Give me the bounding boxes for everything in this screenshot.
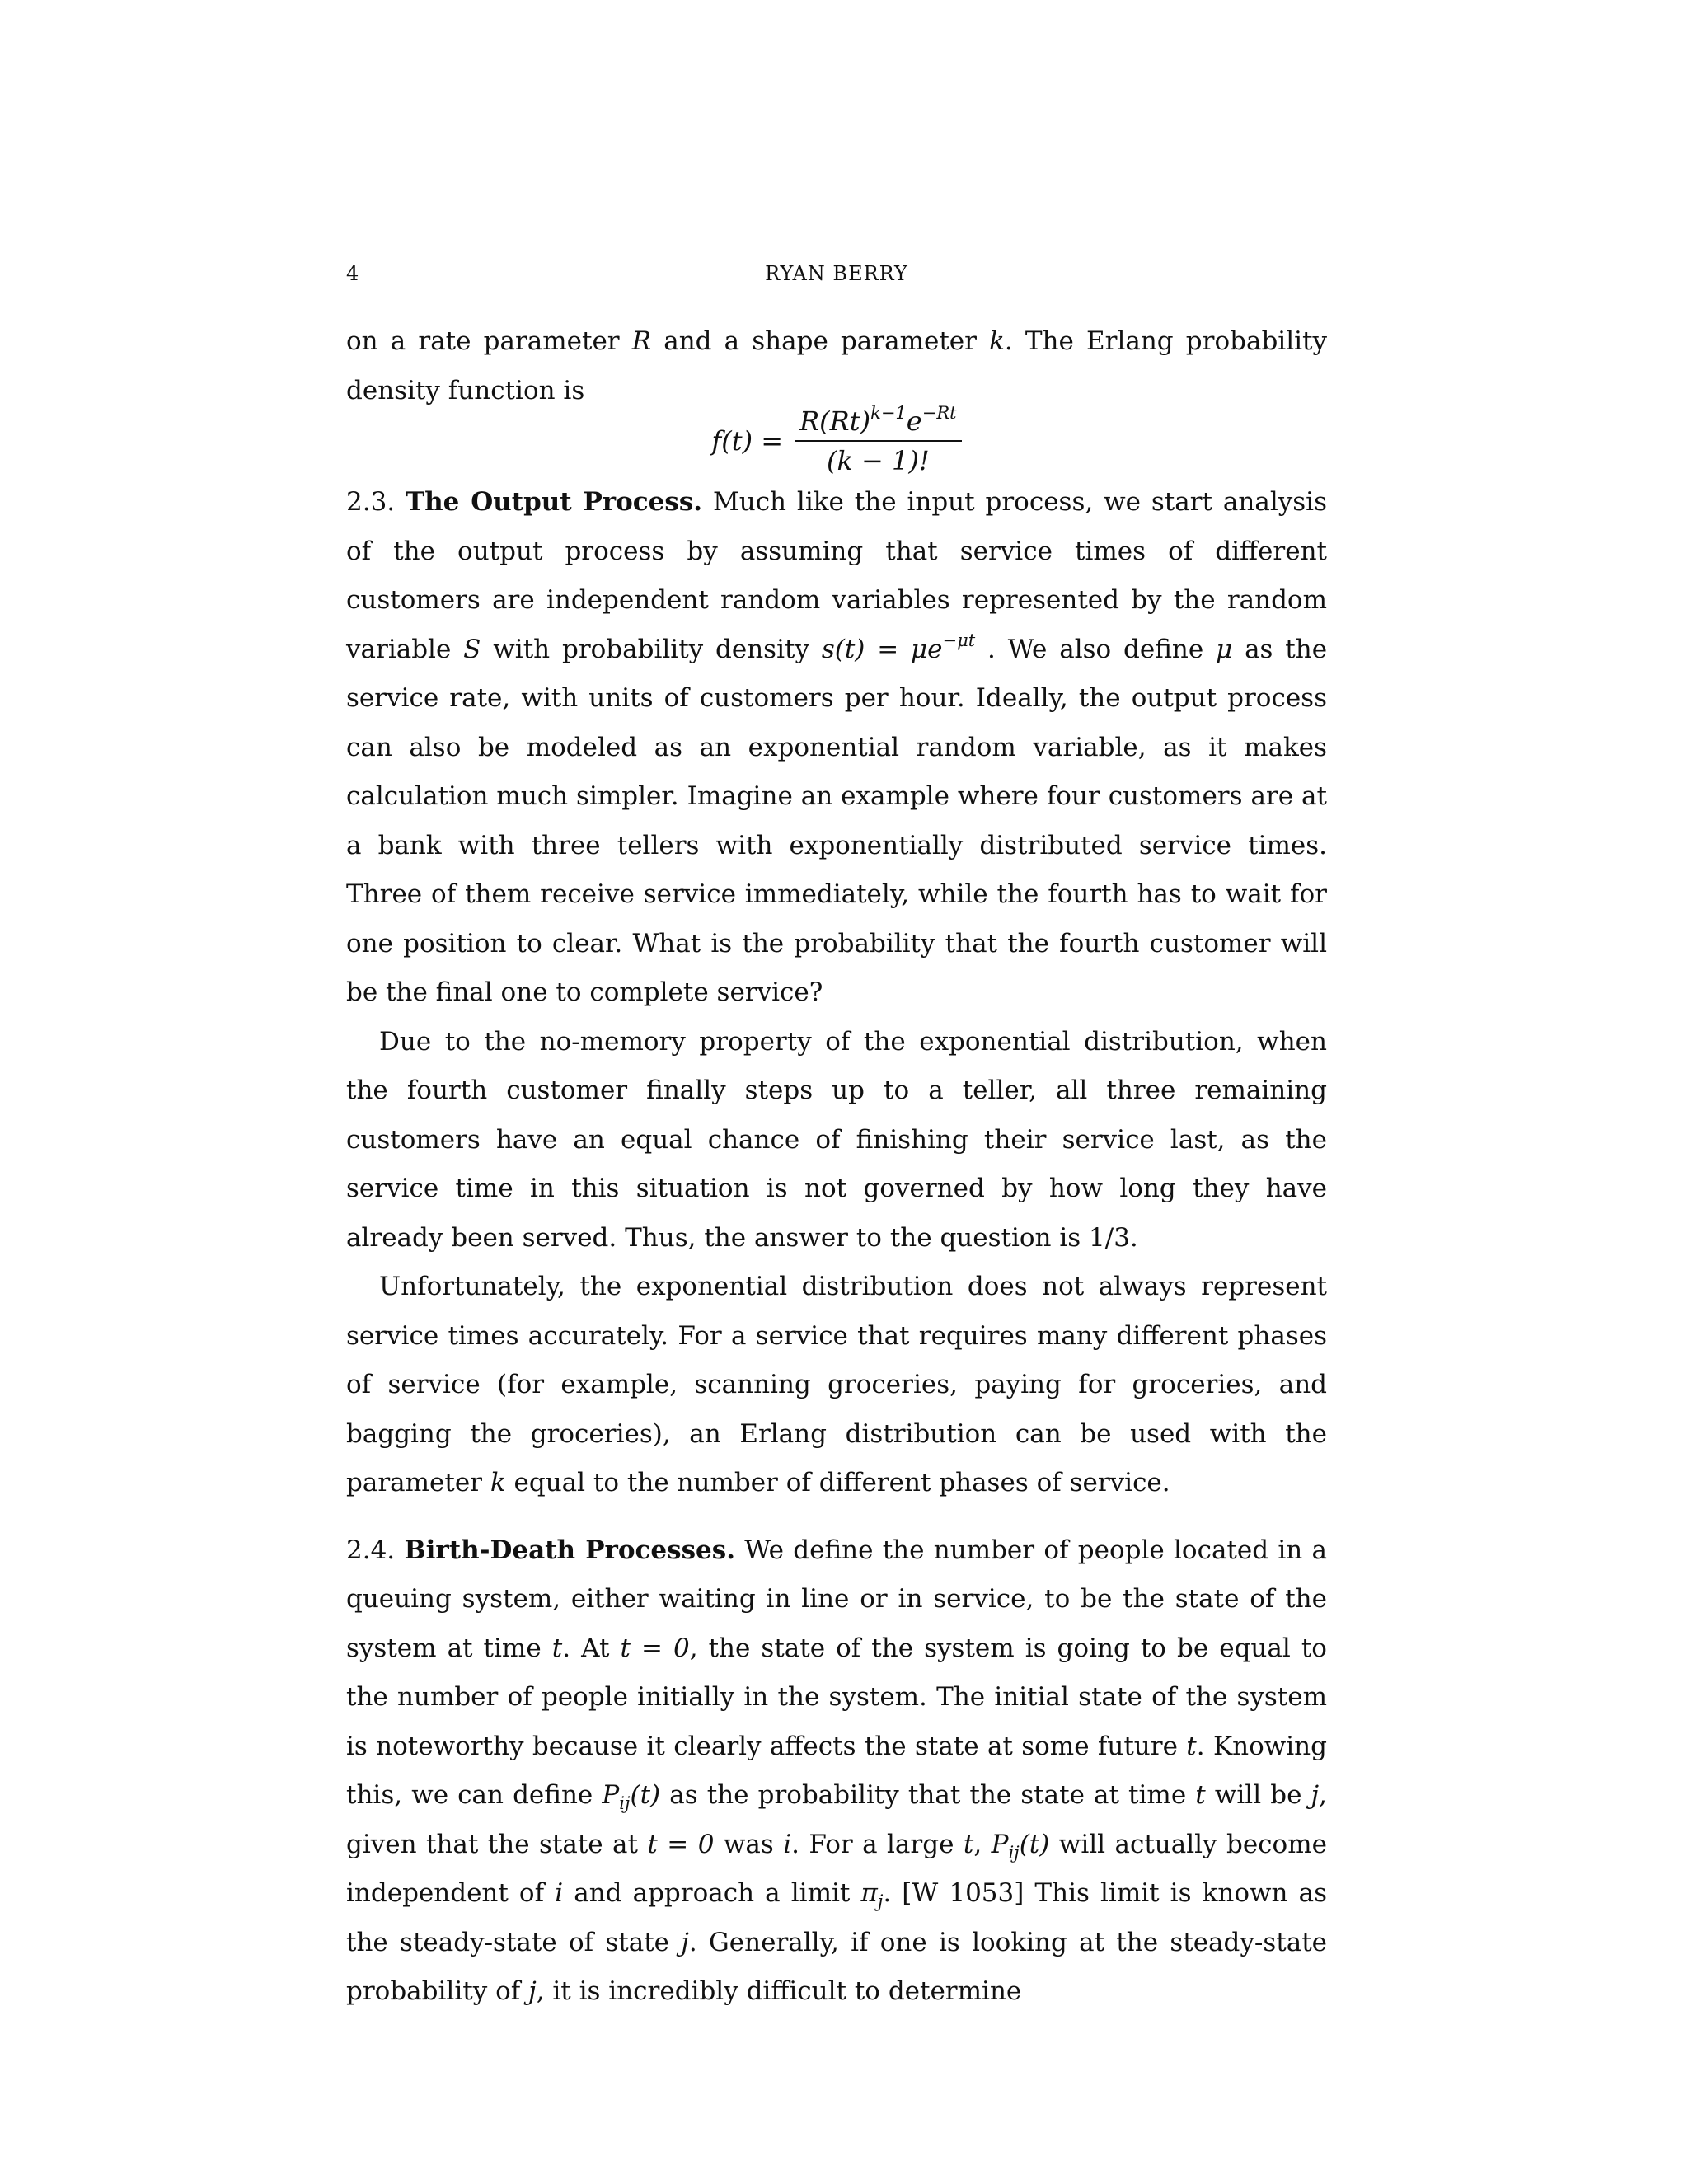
math-var: t (963, 1829, 974, 1859)
paragraph-erlang-intro (346, 317, 1327, 415)
math-var: t (551, 1633, 563, 1663)
math-var: P (991, 1829, 1009, 1859)
math-var: k (490, 1468, 506, 1497)
math-expression (602, 1780, 661, 1813)
math-var: π (860, 1878, 878, 1908)
equation-lhs: f(t) = (711, 424, 784, 457)
text-run: . Generally, if one is looking at the steady-state probability of (346, 1927, 1328, 2006)
math-expression: s(t) = μe (821, 634, 943, 664)
section-title: The Output Process. (406, 487, 703, 517)
text-run: with probability density (493, 634, 809, 664)
math-subscript: ij (619, 1793, 631, 1813)
text-run: . [W 1053] This limit is known as the steady-state of state (346, 1878, 1328, 1957)
numerator-exponent: k−1 (870, 402, 907, 423)
text-run: Much like the input process, we start analysis of the output process by assuming that service times of different customers are independent random variables represented by the random variable (346, 487, 1327, 664)
numerator-e: e (906, 405, 922, 437)
text-run: and approach a limit (574, 1878, 851, 1908)
text-run: . We also define (987, 634, 1204, 664)
math-var: k (989, 326, 1005, 356)
math-exponent: −μt (942, 630, 976, 650)
math-var: S (463, 634, 481, 664)
text-run: . Knowing this, we can define (346, 1731, 1327, 1810)
math-arg: (t) (1019, 1829, 1050, 1859)
text-run: will actually become independent of (346, 1829, 1327, 1908)
text-run: and a shape parameter (663, 326, 977, 356)
math-var: μ (1216, 634, 1233, 664)
math-expression: t = 0 (647, 1829, 715, 1859)
section-2-3-output-process (346, 478, 1327, 1018)
text-run: as the probability that the state at time (669, 1780, 1187, 1810)
math-subscript: j (877, 1891, 884, 1911)
text-run: We define the number of people located in a queuing system, either waiting in line or in service, to be the state of the system at time (346, 1535, 1327, 1663)
text-run: as the service rate, with units of customers per hour. Ideally, the output process can also be modeled as an exponential random variable, as it makes calculation much simpler. Imagine an example where four customers are at a bank with three tellers with exponentially distributed service times. Three of them receive service immediately, while the fourth has to wait for one position to clear. What is the probability that the fourth customer will be the final one to complete service? (346, 634, 1328, 1007)
math-var: j (528, 1976, 537, 2006)
section-number: 2.3. (346, 487, 396, 517)
math-expression (991, 1829, 1050, 1863)
section-title: Birth-Death Processes. (404, 1535, 736, 1565)
text-run: will be (1214, 1780, 1302, 1810)
math-var: i (783, 1829, 792, 1859)
section-2-4-birth-death: 2.4. Birth-Death Processes. We define the number of people located in a queuing system, either waiting in line or in service, to be the state of the system at time t. At t = 0, the state of the system is going to be equal to the number of people initially in the system. The initial state of the system is noteworthy because it clearly affects the state at some future t. Knowing this, we can define $P_{ij}(t)$ as the probability that the state at time t will be j, given that the state at t = 0 was i. For a large t, $P_{ij}(t)$ will actually become independent of i and approach a limit $\pi_j$. [W 1053] This limit is known as the steady-state of state j. Generally, if one is looking at the steady-state probability of j, it is incredibly difficult to determine (346, 1535, 1328, 2006)
text-run: . The Erlang probability density function is (346, 326, 1327, 405)
equation-fraction (795, 402, 962, 477)
text-run: was (723, 1829, 774, 1859)
math-subscript: ij (1008, 1842, 1020, 1863)
paragraph-no-memory: Due to the no-memory property of the exponential distribution, when the fourth customer finally steps up to a teller, all three remaining customers have an equal chance of finishing their service last, as the service time in this situation is not governed by how long they have already been served. Thus, the answer to the question is 1/3. (346, 1026, 1327, 1253)
text-run: , given that the state at (346, 1780, 1328, 1859)
section-number: 2.4. (346, 1535, 396, 1565)
math-expression: t = 0 (620, 1633, 690, 1663)
text-run: on a rate parameter (346, 326, 620, 356)
math-arg: (t) (630, 1780, 661, 1810)
numerator-base: R(Rt) (799, 405, 871, 437)
running-title: RYAN BERRY (765, 262, 908, 285)
math-var: j (1311, 1780, 1320, 1810)
text-run: . At (562, 1633, 610, 1663)
math-expression (860, 1878, 884, 1911)
math-var: t (1186, 1731, 1197, 1761)
page-header (346, 262, 1327, 295)
text-run: . For a large (791, 1829, 954, 1859)
text-run: , the state of the system is going to be equal to the number of people initially in the system. The initial state of the system is noteworthy because it clearly affects the state at some future (346, 1633, 1327, 1761)
math-var: j (681, 1927, 689, 1957)
page-number: 4 (346, 262, 360, 285)
paragraph-erlang-service (346, 1263, 1327, 1508)
fraction-numerator (795, 402, 962, 442)
numerator-exponent: −Rt (921, 402, 957, 423)
math-var: R (631, 326, 652, 356)
text-run: equal to the number of different phases of service. (513, 1468, 1170, 1497)
body-text (346, 317, 1327, 2017)
math-var: P (602, 1780, 620, 1810)
math-var: t (1195, 1780, 1206, 1810)
text-run: , it is incredibly difficult to determine (536, 1976, 1022, 2006)
text-run: Unfortunately, the exponential distribution does not always represent service times accurately. For a service that requires many different phases of service (for example, scanning groceries, paying for groceries, and bagging the groceries), an Erlang distribution can be used with the parameter (346, 1272, 1327, 1497)
fraction-denominator: (k − 1)! (826, 445, 930, 476)
math-var: i (555, 1878, 564, 1908)
